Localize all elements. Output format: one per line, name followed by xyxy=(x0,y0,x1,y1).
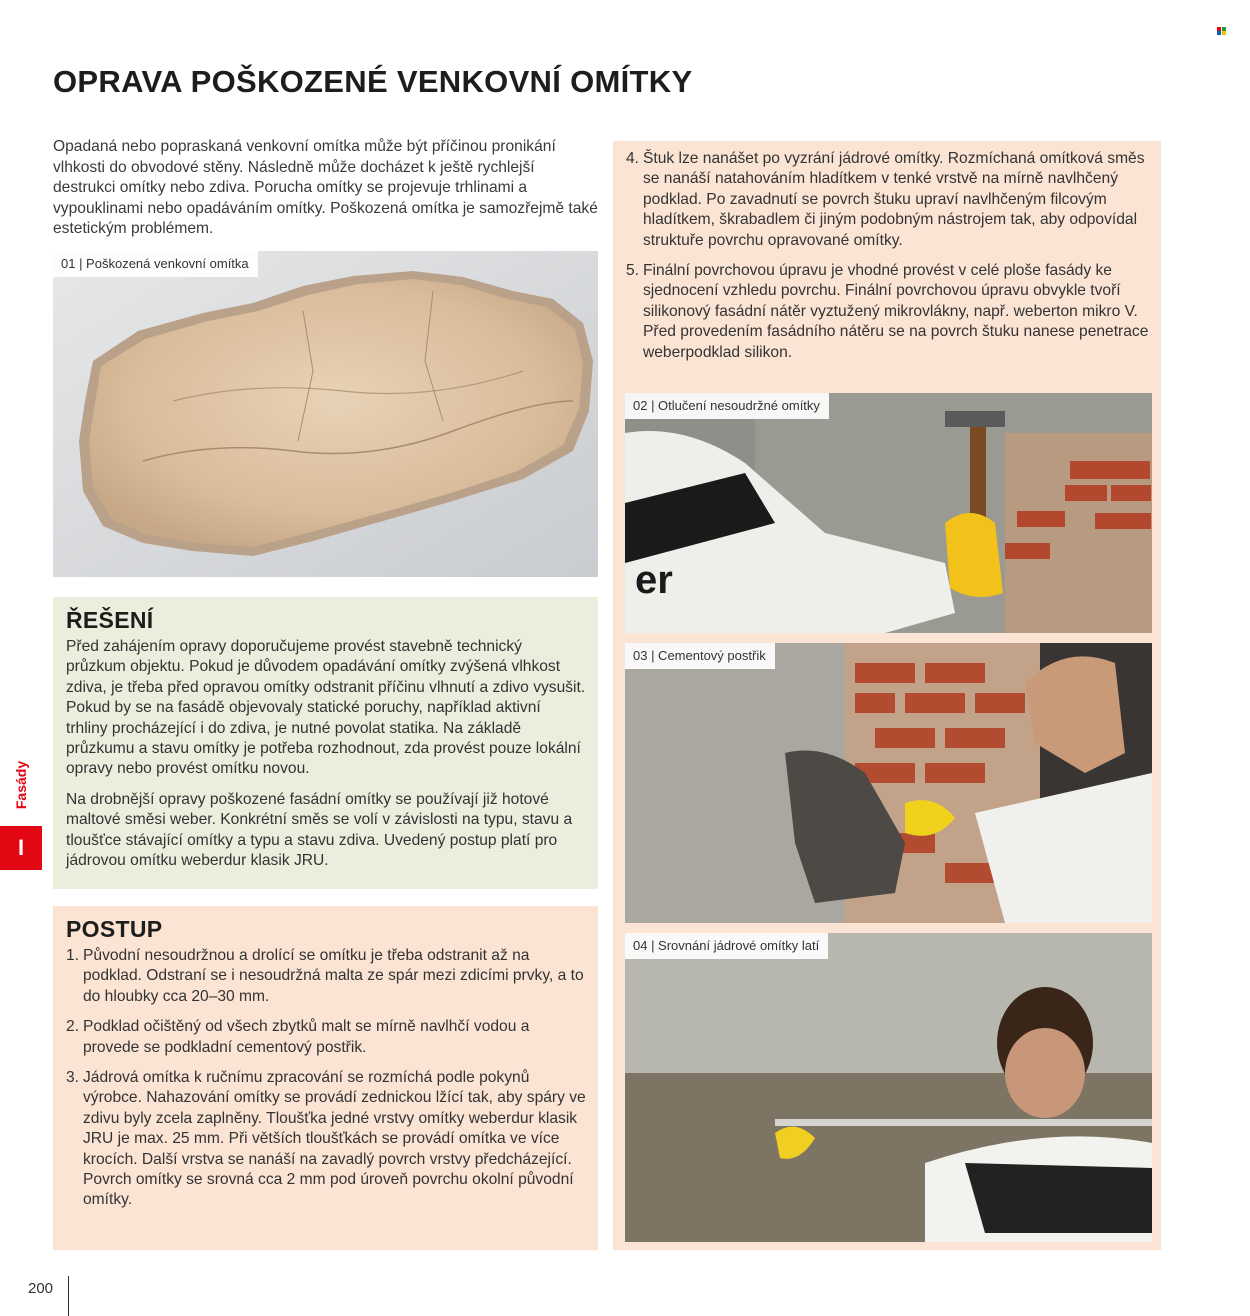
page-number-divider xyxy=(68,1276,69,1316)
intro-paragraph: Opadaná nebo popraskaná venkovní omítka může být příčinou pronikání vlhkosti do obvodové stěny. Následně může docházet k ještě rychlejší destrukci omítky nebo zdiva. Porucha omítky se projevuje trhlinami a vypouklinami nebo opadáváním omítky. Poškozená omítka je samozřejmě také estetickým problémem. xyxy=(53,138,598,237)
step-number: 4. xyxy=(626,150,640,167)
step-text: Podklad očištěný od všech zbytků malt se mírně navlhčí vodou a provede se podkladní cementový postřik. xyxy=(83,1018,530,1056)
damaged-plaster-image xyxy=(53,251,598,577)
photo-cement-spray xyxy=(625,643,1152,923)
step-text: Štuk lze nanášet po vyzrání jádrové omítky. Rozmíchaná omítková směs se nanáší natahováním hladítkem v tenké vrstvě na mírně navlhčený podklad. Po zavadnutí se povrch štuku upraví navlhčeným filcovým hladítkem, škrabadlem či jiným podobným nástrojem tak, aby odpovídal struktuře povrchu opravované omítky. xyxy=(643,150,1145,249)
procedure-panel xyxy=(53,906,598,1250)
section-label-text: Fasády xyxy=(13,760,29,810)
solution-paragraph-2: Na drobnější opravy poškozené fasádní omítky se používají již hotové maltové směsi weber. Konkrétní směs se volí v závislosti na typu, stavu a tloušťce stávající omítky a typu a stavu zdiva. Uvedený postup platí pro jádrovou omítku weberdur klasik JRU. xyxy=(66,790,573,870)
solution-paragraph-1: Před zahájením opravy doporučujeme provést stavebně technický průzkum objektu. Pokud je důvodem opadávání omítky zvýšená vlhkost zdiva, je třeba před opravou omítky odstranit příčinu vlhnutí a zdivo vysušit. Pokud by se na fasádě objevovaly statické poruchy, například aktivní trhliny procházející i do zdiva, je nutné povolat statika. Na základě průzkumu a stavu omítky je potřeba rozhodnout, zda provést pouze lokální opravy nebo provést omítku novou. xyxy=(66,638,586,778)
procedure-step xyxy=(66,1017,586,1058)
photo-caption: 01 | Poškozená venkovní omítka xyxy=(53,251,258,277)
photo-caption: 03 | Cementový postřik xyxy=(625,643,775,669)
cement-spray-image xyxy=(625,643,1152,923)
procedure-step xyxy=(626,149,1149,251)
step-number: 3. xyxy=(66,1069,80,1087)
step-text: Jádrová omítka k ručnímu zpracování se rozmíchá podle pokynů výrobce. Nahazování omítky se provádí zednickou lžící tak, aby spáry ve zdivu byly zcela zaplněny. Tloušťka jedné vrstvy omítky weberdur klasik JRU je max. 25 mm. Při větších tloušťkách se provádí omítka ve více krocích. Další vrstva se nanáší na zavadlý povrch vrstvy předcházející. Povrch omítky se srovná cca 2 mm pod úroveň povrchu okolní původní omítky. xyxy=(83,1069,586,1209)
section-side-label xyxy=(10,750,32,820)
procedure-steps-list xyxy=(66,946,586,1211)
step-text: Původní nesoudržnou a drolící se omítku je třeba odstranit až na podklad. Odstraní se i nesoudržná malta ze spár mezi zdicími prvky, a to do hloubky cca 20–30 mm. xyxy=(83,947,584,1005)
photo-caption: 02 | Otlučení nesoudržné omítky xyxy=(625,393,829,419)
svg-text:er: er xyxy=(635,558,673,602)
corner-color-marks xyxy=(1217,27,1227,35)
removing-plaster-image xyxy=(625,393,1152,633)
procedure-heading: POSTUP xyxy=(66,916,163,942)
procedure-step xyxy=(66,1068,586,1211)
step-number: 1. xyxy=(66,947,80,964)
leveling-plaster-image xyxy=(625,933,1152,1242)
photo-caption: 04 | Srovnání jádrové omítky latí xyxy=(625,933,828,959)
section-marker: I xyxy=(0,826,42,870)
page-title: OPRAVA POŠKOZENÉ VENKOVNÍ OMÍTKY xyxy=(53,64,693,99)
procedure-step xyxy=(66,946,586,1007)
step-number: 5. xyxy=(626,262,640,280)
photo-removing-plaster xyxy=(625,393,1152,633)
photo-leveling-plaster xyxy=(625,933,1152,1242)
step-number: 2. xyxy=(66,1018,80,1036)
procedure-steps-list-continued xyxy=(626,149,1149,363)
procedure-step xyxy=(626,261,1149,363)
solution-heading: ŘEŠENÍ xyxy=(66,607,154,633)
step-text: Finální povrchovou úpravu je vhodné provést v celé ploše fasády ke sjednocení vzhledu povrchu. Finální povrchovou úpravu obvykle tvoří silikonový fasádní nátěr vyztužený mikrovlákny, např. weberton mikro V. Před provedením fasádního nátěru se na povrch štuku nanese penetrace weberpodklad silikon. xyxy=(643,262,1149,361)
solution-panel xyxy=(53,597,598,889)
page-number: 200 xyxy=(28,1280,54,1297)
photo-damaged-plaster xyxy=(53,251,598,577)
